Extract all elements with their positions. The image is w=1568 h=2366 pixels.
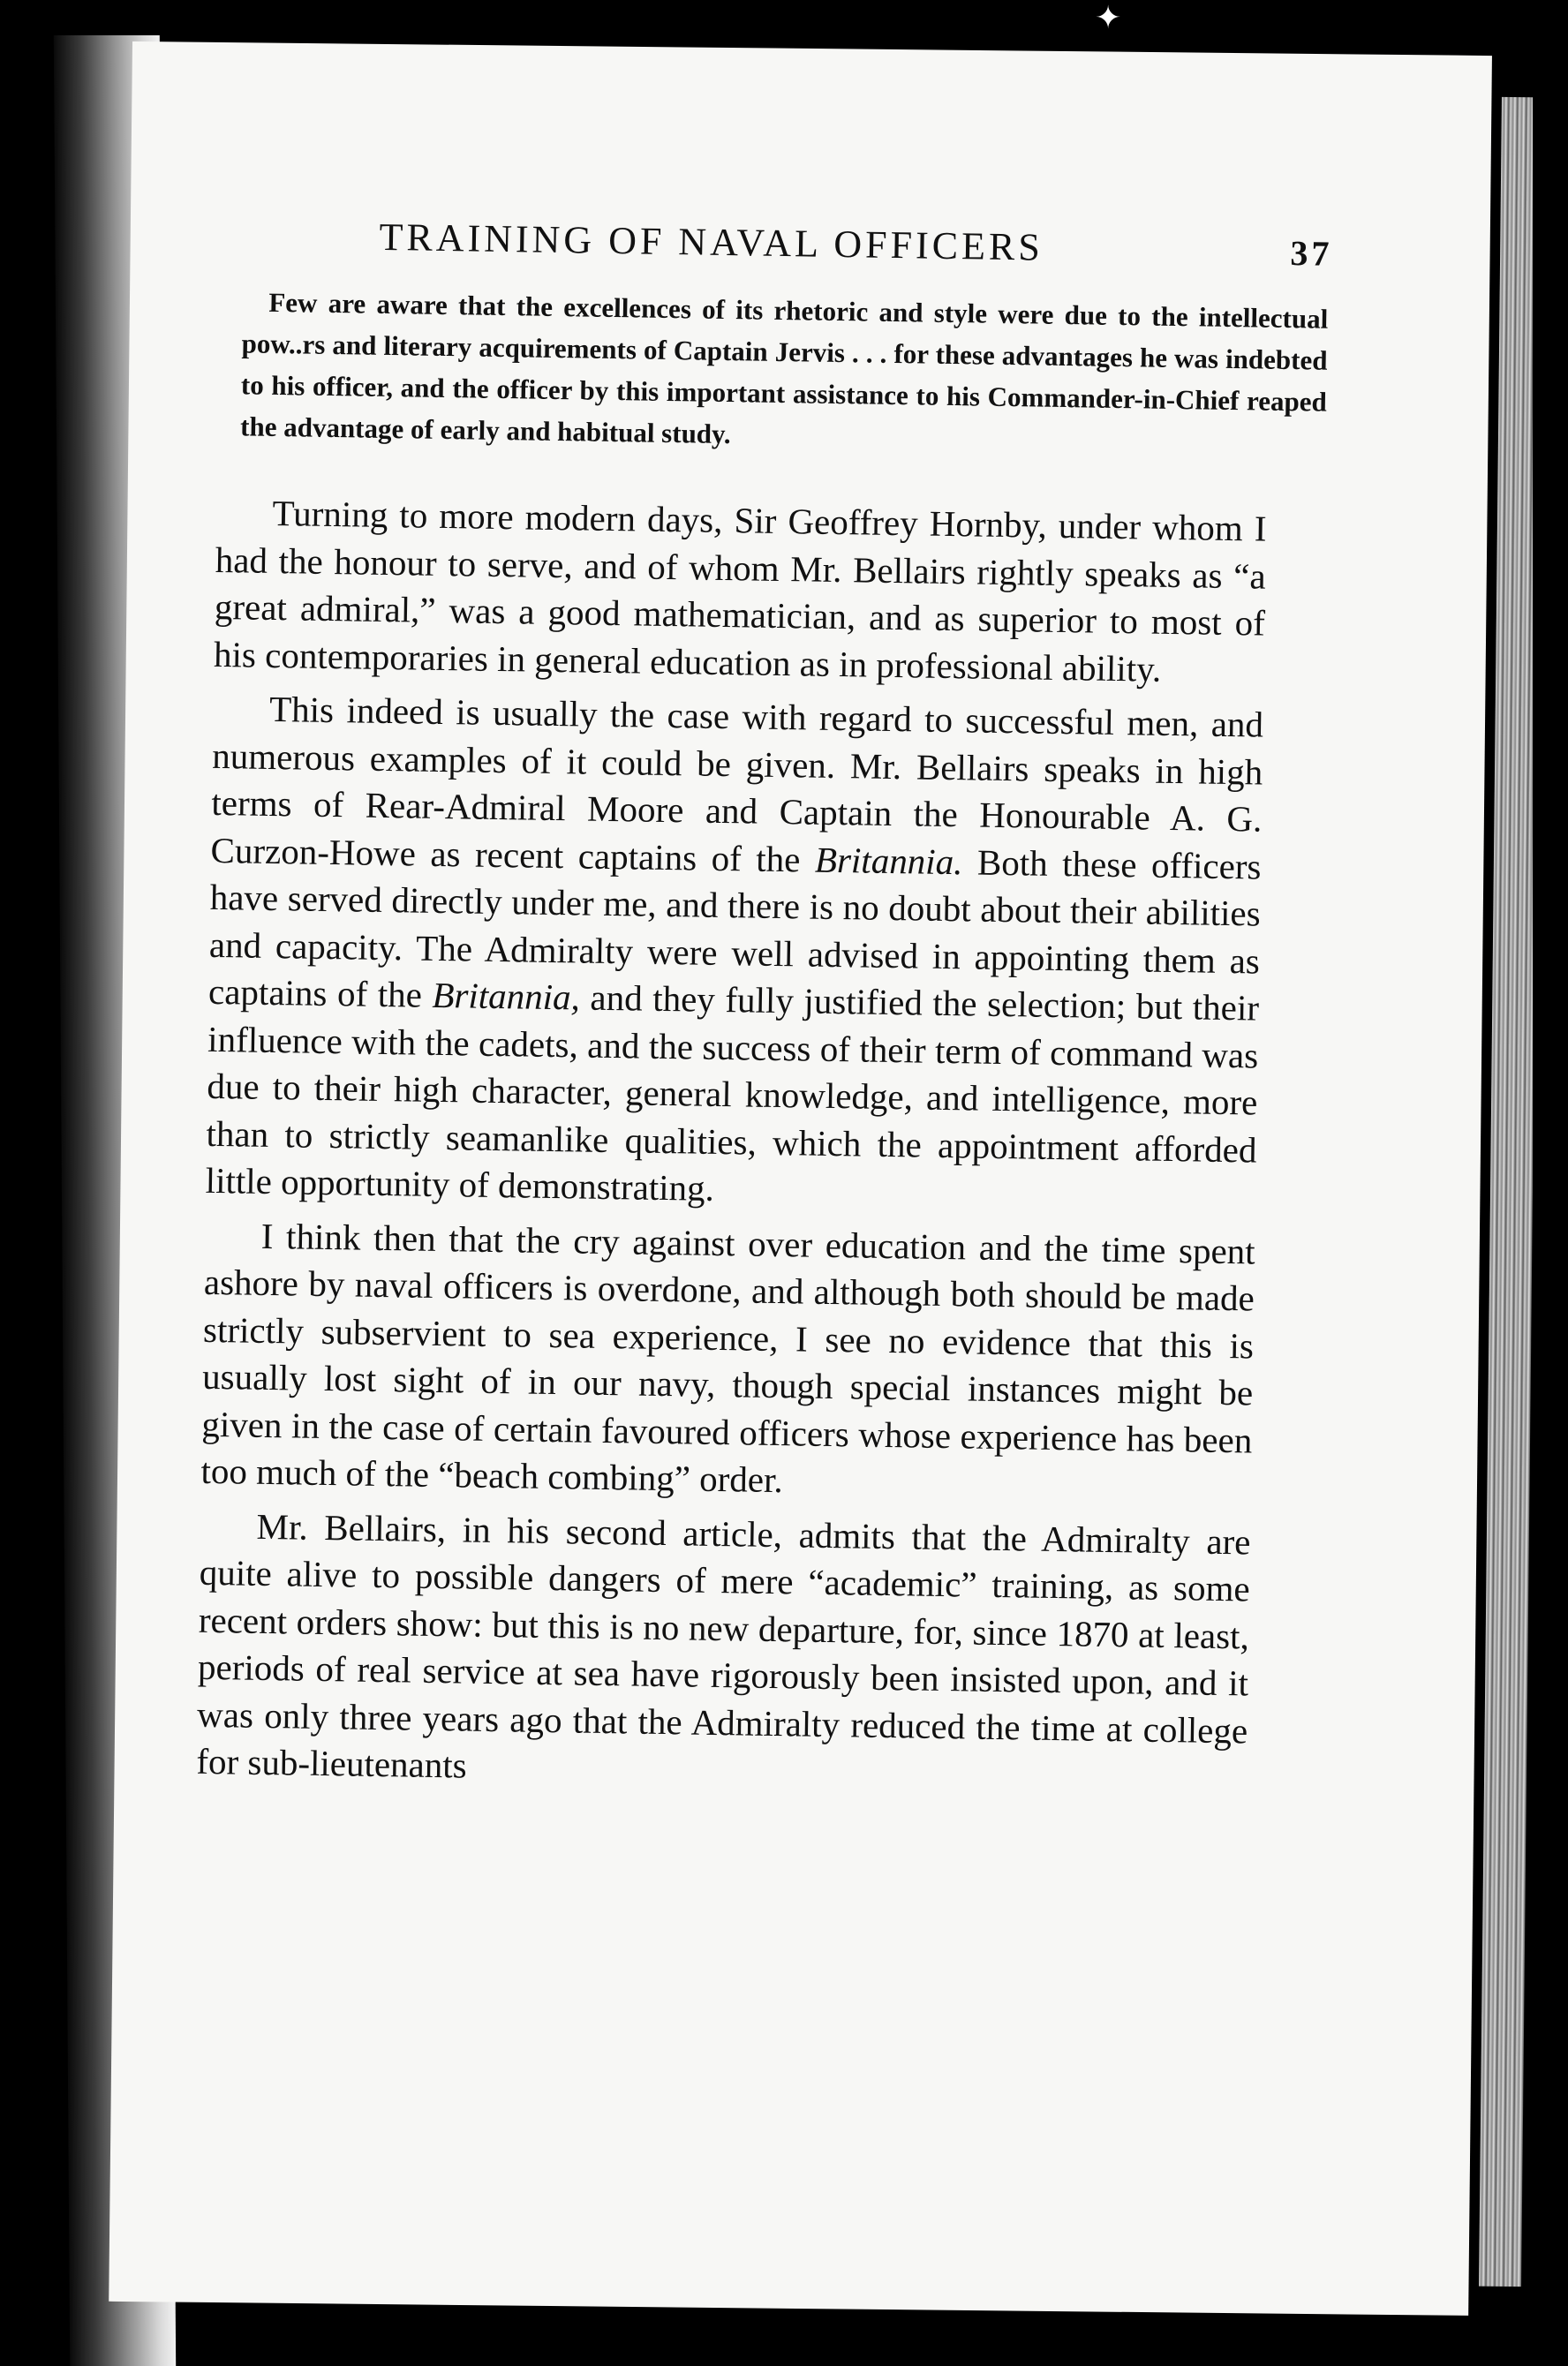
scan-artifact-icon: ✦ bbox=[1095, 0, 1122, 36]
paragraph-second-article: Mr. Bellairs, in his second article, admits that the Admiralty are quite alive to possible dangers of mere “academic” training, as some recent orders show: but this is no new departure, for, since 1870 at least, periods of real service at sea have rigorously been insisted upon, and it was only three years ago that the Admiralty reduced the time at college for sub-lieutenants bbox=[196, 1505, 1251, 1786]
page-number: 37 bbox=[1290, 233, 1333, 274]
block-quote: Few are aware that the excellences of its rhetoric and style were due to the intellectual pow..rs and literary acquirements of Captain Jervis . . . for these advantages he was indebted to his officer, and the officer by this important assistance to his Commander-in-Chief reaped the advantage of early and habitual study. bbox=[239, 286, 1329, 450]
paragraph-britannia bbox=[205, 685, 1263, 1221]
paragraph-education: I think then that the cry against over education and the time spent ashore by naval officers is overdone, and although both should be made strictly subservient to sea experience, I see no evidence that this is usually lost sight of in our navy, though special instances might be given in the case of certain favoured officers whose experience has been too much of the “beach combing” order. bbox=[200, 1215, 1256, 1501]
ship-name-britannia: Britannia. bbox=[814, 839, 963, 882]
paragraph-britannia-part1: This indeed is usually the case with regard to successful men, and numerous examples of it could be given. Mr. Bellairs speaks in high terms of Rear-Admiral Moore and Captain the Honourable A. G. Curzon-Howe as recent captains of the bbox=[210, 688, 1264, 880]
paragraph-britannia-part2: Both these officers have served directly under me, and there is no doubt about their abilities and capacity. The Admiralty were well advised in appointing them as captains of the bbox=[207, 840, 1262, 1015]
ship-name-britannia-2: Britannia, bbox=[432, 974, 581, 1018]
paragraph-britannia-part3: and they fully justified the selection; but their influence with the cadets, and the success of their term of command was due to their high character, general knowledge, and intelligence, more than to strictly seamanlike qualities, which the appointment afforded little opportunity of demonstrating. bbox=[205, 976, 1260, 1209]
paragraph-hornby: Turning to more modern days, Sir Geoffrey Hornby, under whom I had the honour to serve, and of whom Mr. Bellairs rightly speaks as “a great admiral,” was a good mathematician, and as superior to most of his contemporaries in general education as in professional ability. bbox=[213, 492, 1267, 689]
running-title: TRAINING OF NAVAL OFFICERS bbox=[379, 215, 1044, 269]
page-content bbox=[196, 212, 1333, 1809]
body-text bbox=[196, 489, 1267, 1802]
scan-background-right bbox=[1533, 0, 1568, 2359]
